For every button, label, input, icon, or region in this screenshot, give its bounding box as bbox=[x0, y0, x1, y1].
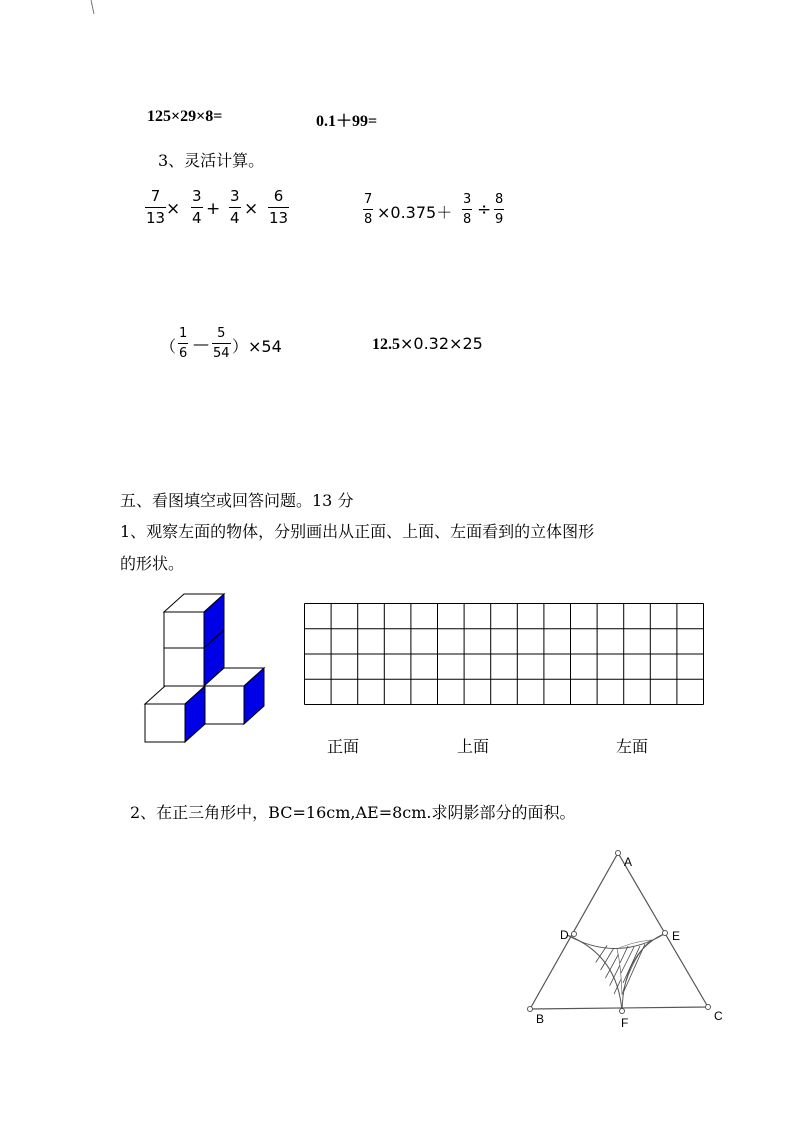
expression-4 bbox=[372, 334, 483, 354]
fraction-7-13 bbox=[145, 189, 166, 226]
numerator: 5 bbox=[217, 326, 226, 341]
label-c: C bbox=[714, 1009, 723, 1023]
section-3-heading: 3、灵活计算。 bbox=[158, 151, 265, 170]
operator-times: × bbox=[166, 199, 181, 219]
expr-0.1-plus-99: 0.1＋99= bbox=[316, 113, 378, 130]
label-f: F bbox=[621, 1016, 629, 1030]
question-2: 2、在正三角形中，BC=16cm,AE=8cm.求阴影部分的面积。 bbox=[130, 803, 576, 822]
fraction-3-8 bbox=[462, 193, 472, 226]
cube-figure bbox=[140, 590, 270, 740]
arc-ef bbox=[622, 933, 666, 1012]
denominator: 6 bbox=[178, 343, 188, 360]
point-a bbox=[616, 851, 621, 856]
point-f bbox=[620, 1009, 625, 1014]
label-top-view: 上面 bbox=[457, 737, 490, 756]
question-1-line-1: 1、观察左面的物体，分别画出从正面、上面、左面看到的立体图形 bbox=[120, 522, 595, 541]
expr-mid-text: ×0.375＋ bbox=[377, 203, 453, 222]
cube-front-face bbox=[204, 686, 244, 724]
point-d bbox=[572, 932, 577, 937]
cube-front-face bbox=[145, 704, 185, 742]
fraction-6-13 bbox=[268, 189, 289, 226]
question-1-line-2: 的形状。 bbox=[120, 554, 185, 573]
denominator: 9 bbox=[494, 209, 504, 226]
denominator: 4 bbox=[230, 209, 240, 227]
label-a: A bbox=[624, 855, 633, 869]
arc-de bbox=[567, 933, 666, 949]
shaded-region bbox=[582, 929, 640, 1011]
operator-times: × bbox=[244, 199, 259, 219]
fraction-3-4-b bbox=[229, 189, 241, 226]
numerator: 7 bbox=[364, 192, 373, 207]
label-e: E bbox=[672, 929, 681, 943]
expr-tail-text: ）×54 bbox=[232, 337, 282, 356]
point-b bbox=[528, 1007, 533, 1012]
numerator: 3 bbox=[230, 187, 240, 205]
fraction-3-4 bbox=[191, 189, 203, 226]
label-d: D bbox=[560, 928, 569, 942]
numerator: 3 bbox=[463, 192, 472, 207]
fraction-7-8 bbox=[363, 193, 373, 226]
label-b: B bbox=[536, 1012, 545, 1026]
point-e bbox=[663, 931, 668, 936]
numerator: 3 bbox=[192, 187, 202, 205]
triangle-figure bbox=[520, 845, 740, 1035]
numerator: 7 bbox=[150, 187, 161, 205]
cube-front-face bbox=[164, 612, 204, 648]
label-left-view: 左面 bbox=[616, 737, 649, 756]
expr4-rest: ×0.32×25 bbox=[400, 334, 483, 353]
drawing-grid[interactable] bbox=[304, 603, 704, 705]
denominator: 13 bbox=[146, 209, 166, 227]
operator-minus: — bbox=[193, 334, 209, 353]
operator-divide: ÷ bbox=[477, 200, 492, 220]
expr4-lead: 12.5 bbox=[372, 336, 400, 353]
fraction-5-54 bbox=[212, 327, 231, 360]
fraction-8-9 bbox=[494, 193, 504, 226]
denominator: 8 bbox=[462, 209, 472, 226]
label-front-view: 正面 bbox=[327, 737, 360, 756]
point-c bbox=[706, 1005, 711, 1010]
left-paren: （ bbox=[160, 337, 177, 356]
denominator: 54 bbox=[212, 343, 231, 360]
numerator: 1 bbox=[179, 326, 188, 341]
denominator: 4 bbox=[192, 209, 202, 227]
arc-df bbox=[567, 935, 622, 1012]
section-5-heading: 五、看图填空或回答问题。13 分 bbox=[120, 491, 354, 510]
denominator: 13 bbox=[269, 209, 289, 227]
fraction-1-6 bbox=[178, 327, 188, 360]
cube-front-face bbox=[164, 648, 204, 686]
numerator: 6 bbox=[273, 187, 284, 205]
operator-plus: + bbox=[206, 199, 221, 219]
corner-mark bbox=[91, 0, 95, 14]
equilateral-triangle bbox=[530, 853, 708, 1009]
expr-125x29x8: 125×29×8= bbox=[147, 108, 223, 125]
numerator: 8 bbox=[495, 192, 504, 207]
denominator: 8 bbox=[363, 209, 373, 226]
